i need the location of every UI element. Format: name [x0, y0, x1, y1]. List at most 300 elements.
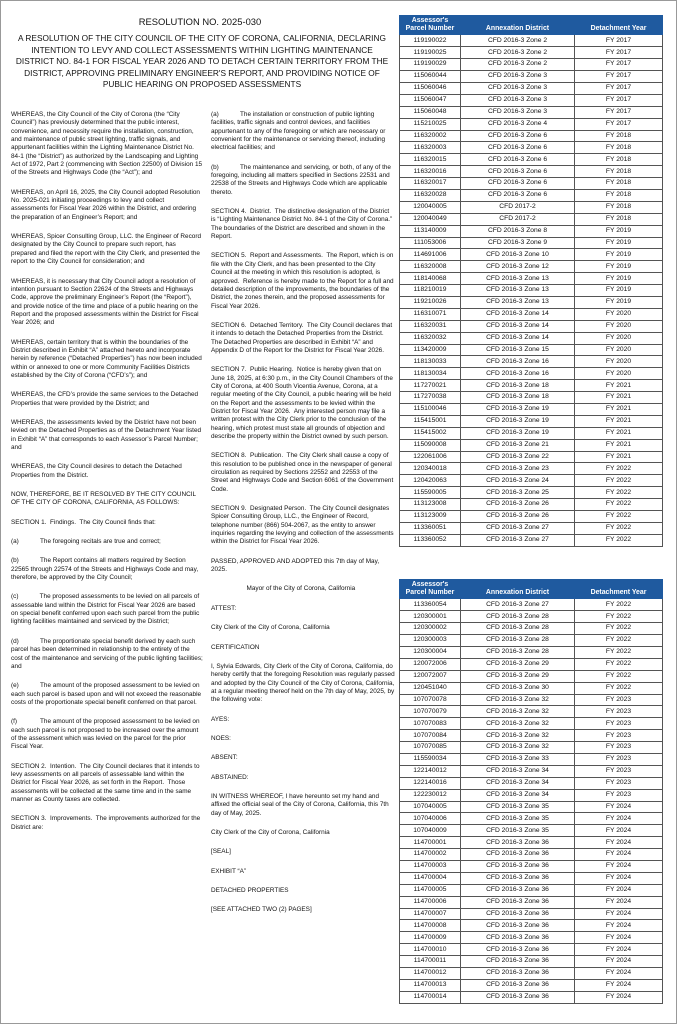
detachment-year-cell: FY 2019 [575, 237, 663, 249]
detachment-year-cell: FY 2017 [575, 82, 663, 94]
paragraph: SECTION 4. District. The distinctive designation of the District is “Lighting Maintenance District No. 84-1 of the City of Corona.” The boundaries of the District are described and shown in the Report. [211, 208, 396, 241]
table-row [400, 861, 663, 873]
parcel-number-cell: 107070083 [400, 718, 461, 730]
table-row [400, 178, 663, 190]
detachment-year-cell: FY 2021 [575, 380, 663, 392]
table-row [400, 872, 663, 884]
table-row [400, 837, 663, 849]
detachment-year-cell: FY 2021 [575, 392, 663, 404]
table-row [400, 427, 663, 439]
parcel-number-cell: 107040005 [400, 801, 461, 813]
detached-properties-table-1 [399, 15, 663, 547]
parcel-number-cell: 114700007 [400, 908, 461, 920]
annexation-district-cell: CFD 2016-3 Zone 36 [461, 944, 575, 956]
paragraph: DETACHED PROPERTIES [211, 887, 289, 894]
parcel-number-cell: 122230012 [400, 789, 461, 801]
detachment-year-cell: FY 2024 [575, 896, 663, 908]
detachment-year-cell: FY 2024 [575, 979, 663, 991]
annexation-district-cell: CFD 2016-3 Zone 36 [461, 849, 575, 861]
resolution-heading: A RESOLUTION OF THE CITY COUNCIL OF THE CITY OF CORONA, CALIFORNIA, DECLARING INTENTION TO LEVY AND COLLECT ASSESSMENTS WITHIN LIGHTING MAINTENANCE DISTRICT NO. 84-1 FOR FISCAL YEAR 2026 AND TO DETACH CERTAIN TERRITORY FROM THE DISTRICT, APPROVING PRELIMINARY ENGINEER'S REPORT, AND PROVIDING NOTICE OF PUBLIC HEARING ON PROPOSED ASSESSMENTS [15, 33, 389, 90]
annexation-district-cell: CFD 2016-3 Zone 27 [461, 522, 575, 534]
annexation-district-cell: CFD 2016-3 Zone 28 [461, 611, 575, 623]
table-row [400, 475, 663, 487]
annexation-district-cell: CFD 2016-3 Zone 34 [461, 789, 575, 801]
annexation-district-cell: CFD 2016-3 Zone 36 [461, 896, 575, 908]
annexation-district-cell: CFD 2017-2 [461, 201, 575, 213]
detachment-year-cell: FY 2024 [575, 932, 663, 944]
parcel-number-cell: 115415001 [400, 415, 461, 427]
annexation-district-cell: CFD 2016-3 Zone 26 [461, 499, 575, 511]
detachment-year-cell: FY 2020 [575, 368, 663, 380]
detachment-year-cell: FY 2024 [575, 991, 663, 1003]
annexation-district-cell: CFD 2016-3 Zone 13 [461, 273, 575, 285]
table-row [400, 813, 663, 825]
table-row [400, 777, 663, 789]
annexation-district-cell: CFD 2016-3 Zone 23 [461, 463, 575, 475]
table-row [400, 694, 663, 706]
detachment-year-cell: FY 2018 [575, 166, 663, 178]
annexation-district-cell: CFD 2016-3 Zone 28 [461, 635, 575, 647]
annexation-district-cell: CFD 2016-3 Zone 16 [461, 356, 575, 368]
detachment-year-cell: FY 2021 [575, 451, 663, 463]
annexation-district-cell: CFD 2016-3 Zone 36 [461, 908, 575, 920]
table-row [400, 71, 663, 83]
parcel-number-cell: 115060047 [400, 94, 461, 106]
table-row [400, 944, 663, 956]
detachment-year-cell: FY 2017 [575, 47, 663, 59]
parcel-number-cell: 120040005 [400, 201, 461, 213]
parcel-number-cell: 120420063 [400, 475, 461, 487]
table-row [400, 106, 663, 118]
detachment-year-cell: FY 2022 [575, 475, 663, 487]
annexation-district-cell: CFD 2016-3 Zone 27 [461, 599, 575, 611]
table-row [400, 404, 663, 416]
detachment-year-cell: FY 2018 [575, 201, 663, 213]
detachment-year-cell: FY 2017 [575, 59, 663, 71]
annexation-district-cell: CFD 2016-3 Zone 6 [461, 142, 575, 154]
parcel-number-cell: 120451040 [400, 682, 461, 694]
table-row [400, 463, 663, 475]
table-row [400, 765, 663, 777]
paragraph: SECTION 3. Improvements. The improvements authorized for the District are: [11, 815, 202, 831]
table-row [400, 392, 663, 404]
paragraph: NOES: [211, 734, 231, 742]
table-row [400, 261, 663, 273]
table-row [400, 611, 663, 623]
paragraph: WHEREAS, the CFD’s provide the same services to the Detached Properties that were provided by the District; and [11, 391, 200, 407]
annexation-district-cell: CFD 2016-3 Zone 33 [461, 753, 575, 765]
parcel-number-cell: 115060048 [400, 106, 461, 118]
annexation-district-cell: CFD 2016-3 Zone 30 [461, 682, 575, 694]
parcel-number-cell: 122140012 [400, 765, 461, 777]
parcel-number-cell: 113123008 [400, 499, 461, 511]
parcel-number-cell: 115090008 [400, 439, 461, 451]
detachment-year-cell: FY 2019 [575, 261, 663, 273]
text-column-middle [211, 111, 395, 926]
annexation-district-cell: CFD 2016-3 Zone 29 [461, 658, 575, 670]
paragraph: SECTION 5. Report and Assessments. The Report, which is on file with the City Clerk, and has been presented to the City Council at the meeting in which this resolution is adopted, is approved. Reference is hereby made to the Report for a full and detailed description of the improvements, the boundaries of the District, the zones therein, and the proposed assessments for Fiscal Year 2026. [211, 252, 396, 310]
table-row [400, 932, 663, 944]
parcel-number-cell: 118210019 [400, 285, 461, 297]
detachment-year-cell: FY 2022 [575, 511, 663, 523]
annexation-district-cell: CFD 2016-3 Zone 32 [461, 694, 575, 706]
annexation-district-cell: CFD 2016-3 Zone 6 [461, 130, 575, 142]
parcel-number-cell: 115210025 [400, 118, 461, 130]
detachment-year-cell: FY 2023 [575, 753, 663, 765]
parcel-number-cell: 114700002 [400, 849, 461, 861]
detachment-year-cell: FY 2024 [575, 837, 663, 849]
parcel-number-cell: 116320002 [400, 130, 461, 142]
table-row [400, 439, 663, 451]
annexation-district-cell: CFD 2016-3 Zone 16 [461, 368, 575, 380]
paragraph: (b) The Report contains all matters required by Section 22565 through 22574 of the Streets and Highways Code and may, therefore, be approved by the City Council; [11, 557, 200, 582]
annexation-district-cell: CFD 2016-3 Zone 19 [461, 415, 575, 427]
detachment-year-cell: FY 2022 [575, 599, 663, 611]
parcel-number-cell: 119190025 [400, 47, 461, 59]
annexation-district-cell: CFD 2016-3 Zone 28 [461, 646, 575, 658]
annexation-district-cell: CFD 2016-3 Zone 6 [461, 166, 575, 178]
parcel-number-cell: 115590034 [400, 753, 461, 765]
parcel-number-cell: 113360051 [400, 522, 461, 534]
annexation-district-cell: CFD 2016-3 Zone 10 [461, 249, 575, 261]
table-row [400, 118, 663, 130]
table-row [400, 142, 663, 154]
table-row [400, 332, 663, 344]
paragraph: WHEREAS, it is necessary that City Council adopt a resolution of intention pursuant to Section 22624 of the Streets and Highways Code, approve the preliminary Engineer’s Report (the “Report”), and provide notice of the time and place of a public hearing on the Report and the proposed assessments within the District for Fiscal Year 2026; and [11, 277, 201, 327]
parcel-number-cell: 116320008 [400, 261, 461, 273]
detachment-year-cell: FY 2024 [575, 861, 663, 873]
parcel-number-cell: 107070079 [400, 706, 461, 718]
table-row [400, 658, 663, 670]
paragraph: AYES: [211, 715, 230, 723]
paragraph: PASSED, APPROVED AND ADOPTED this 7th day of May, 2025. [211, 557, 381, 574]
detachment-year-cell: FY 2023 [575, 789, 663, 801]
table-row [400, 825, 663, 837]
table-row [400, 730, 663, 742]
parcel-number-cell: 119190022 [400, 35, 461, 47]
table-row [400, 920, 663, 932]
paragraph: NOW, THEREFORE, BE IT RESOLVED BY THE CITY COUNCIL OF THE CITY OF CORONA, CALIFORNIA, AS FOLLOWS: [11, 491, 198, 507]
detachment-year-cell: FY 2023 [575, 730, 663, 742]
parcel-number-cell: 114700014 [400, 991, 461, 1003]
annexation-district-cell: CFD 2016-3 Zone 8 [461, 225, 575, 237]
annexation-district-cell: CFD 2016-3 Zone 36 [461, 991, 575, 1003]
table-row [400, 801, 663, 813]
detachment-year-cell: FY 2019 [575, 273, 663, 285]
paragraph: WHEREAS, the City Council desires to detach the Detached Properties from the District. [11, 463, 184, 479]
annexation-district-cell: CFD 2016-3 Zone 12 [461, 261, 575, 273]
annexation-district-cell: CFD 2017-2 [461, 213, 575, 225]
annexation-district-cell: CFD 2016-3 Zone 35 [461, 813, 575, 825]
table-row [400, 706, 663, 718]
detachment-year-cell: FY 2023 [575, 706, 663, 718]
annexation-district-cell: CFD 2016-3 Zone 2 [461, 35, 575, 47]
parcel-number-cell: 120072007 [400, 670, 461, 682]
annexation-district-cell: CFD 2016-3 Zone 34 [461, 777, 575, 789]
paragraph: WHEREAS, Spicer Consulting Group, LLC. the Engineer of Record designated by the City Council to prepare such report, has prepared and filed the report with the City Clerk, and presented the report to the City Council for consideration; and [11, 233, 203, 266]
parcel-number-cell: 116320028 [400, 189, 461, 201]
table-row [400, 201, 663, 213]
table-row [400, 499, 663, 511]
parcel-number-cell: 114700004 [400, 872, 461, 884]
detachment-year-cell: FY 2022 [575, 463, 663, 475]
table-row [400, 154, 663, 166]
annexation-district-cell: CFD 2016-3 Zone 29 [461, 670, 575, 682]
detachment-year-cell: FY 2022 [575, 611, 663, 623]
detachment-year-cell: FY 2020 [575, 356, 663, 368]
parcel-number-cell: 113360054 [400, 599, 461, 611]
annexation-district-cell: CFD 2016-3 Zone 36 [461, 932, 575, 944]
parcel-number-cell: 118130034 [400, 368, 461, 380]
table-row [400, 979, 663, 991]
parcel-number-cell: 115060046 [400, 82, 461, 94]
annexation-district-cell: CFD 2016-3 Zone 25 [461, 487, 575, 499]
detachment-year-cell: FY 2022 [575, 487, 663, 499]
detached-properties-table-2 [399, 579, 663, 1004]
table-row [400, 237, 663, 249]
detachment-year-cell: FY 2024 [575, 908, 663, 920]
paragraph: I, Sylvia Edwards, City Clerk of the City of Corona, California, do hereby certify that the foregoing Resolution was regularly passed and adopted by the City Council of the City of Corona, California, at a regular meeting thereof held on the 7th day of May, 2025, by the following vote: [211, 662, 397, 704]
detachment-year-cell: FY 2018 [575, 189, 663, 201]
annexation-district-cell: CFD 2016-3 Zone 13 [461, 297, 575, 309]
detachment-year-cell: FY 2022 [575, 670, 663, 682]
annexation-district-cell: CFD 2016-3 Zone 19 [461, 404, 575, 416]
parcel-number-cell: 114700011 [400, 956, 461, 968]
parcel-number-cell: 116320003 [400, 142, 461, 154]
table-row [400, 534, 663, 546]
parcel-number-cell: 114700013 [400, 979, 461, 991]
detachment-year-cell: FY 2021 [575, 427, 663, 439]
detachment-year-cell: FY 2017 [575, 118, 663, 130]
parcel-number-cell: 118130033 [400, 356, 461, 368]
paragraph: (f) The amount of the proposed assessment to be levied on each such parcel is not proposed to be increased over the amount of the assessment which was levied on the parcel for the prior Fiscal Year. [11, 718, 202, 751]
parcel-number-cell: 115100046 [400, 404, 461, 416]
detachment-year-cell: FY 2023 [575, 765, 663, 777]
paragraph: WHEREAS, on April 16, 2025, the City Council adopted Resolution No. 2025-021 initiating proceedings to levy and collect assessments for Fiscal Year 2026 within the District, and ordering the preparation of an Engineer’s Report; and [11, 188, 202, 221]
detachment-year-cell: FY 2024 [575, 872, 663, 884]
paragraph: (c) The proposed assessments to be levied on all parcels of assessable land within the District for Fiscal Year 2026 are based on special benefit conferred upon each such parcel from the public lighting facilities maintained and serviced by the District; [11, 593, 202, 626]
parcel-number-cell: 115060044 [400, 71, 461, 83]
table-row [400, 166, 663, 178]
paragraph: WHEREAS, the City Council of the City of Corona (the “City Council”) has previously determined that the public interest, convenience, and necessity require the installation, construction, and maintenance of public street lighting, traffic signals, and appurtenant facilities within the Lighting Maintenance District No. 84-1 (the “District”) as authorized by the Landscaping and Lighting Act of 1972, Part 2 (commencing with Section 22500) of Division 15 of the Streets and Highways Code (the “Act”); and [11, 111, 204, 177]
table-row [400, 225, 663, 237]
detachment-year-cell: FY 2019 [575, 249, 663, 261]
detachment-year-cell: FY 2023 [575, 718, 663, 730]
parcel-number-cell: 116320017 [400, 178, 461, 190]
detachment-year-cell: FY 2017 [575, 35, 663, 47]
parcel-number-cell: 120300004 [400, 646, 461, 658]
annexation-district-cell: CFD 2016-3 Zone 13 [461, 285, 575, 297]
annexation-district-cell: CFD 2016-3 Zone 6 [461, 154, 575, 166]
paragraph: City Clerk of the City of Corona, California [211, 828, 330, 836]
annexation-district-cell: CFD 2016-3 Zone 6 [461, 178, 575, 190]
table-row [400, 189, 663, 201]
parcel-number-cell: 114700009 [400, 932, 461, 944]
paragraph: IN WITNESS WHEREOF, I have hereunto set my hand and affixed the official seal of the City of Corona, California, this 7th day of May, 2025. [211, 792, 391, 817]
parcel-number-cell: 114700012 [400, 968, 461, 980]
detachment-year-cell: FY 2020 [575, 344, 663, 356]
parcel-number-cell: 114700006 [400, 896, 461, 908]
paragraph: WHEREAS, the assessments levied by the District have not been levied on the Detached Properties as of the Detachment Year listed in Exhibit “A” that corresponds to each Assessor’s Parcel Number; and [11, 418, 203, 451]
paragraph: [SEE ATTACHED TWO (2) PAGES] [211, 906, 312, 914]
detachment-year-cell: FY 2017 [575, 71, 663, 83]
parcel-number-cell: 116320031 [400, 320, 461, 332]
table-row [400, 623, 663, 635]
detachment-year-cell: FY 2018 [575, 142, 663, 154]
parcel-number-cell: 116320015 [400, 154, 461, 166]
annexation-district-cell: CFD 2016-3 Zone 6 [461, 189, 575, 201]
table-row [400, 635, 663, 647]
table-row [400, 896, 663, 908]
paragraph: ABSENT: [211, 754, 238, 762]
parcel-number-cell: 113420009 [400, 344, 461, 356]
detachment-year-cell: FY 2022 [575, 635, 663, 647]
annexation-district-cell: CFD 2016-3 Zone 21 [461, 439, 575, 451]
annexation-district-cell: CFD 2016-3 Zone 2 [461, 59, 575, 71]
parcel-number-cell: 115415002 [400, 427, 461, 439]
detachment-year-cell: FY 2019 [575, 297, 663, 309]
table-row [400, 59, 663, 71]
annexation-district-cell: CFD 2016-3 Zone 3 [461, 106, 575, 118]
table-row [400, 47, 663, 59]
parcel-number-cell: 113360052 [400, 534, 461, 546]
table-row [400, 487, 663, 499]
annexation-district-cell: CFD 2016-3 Zone 3 [461, 82, 575, 94]
header-annexation-district: Annexation District [461, 16, 575, 35]
header-parcel-number: Assessor's Parcel Number [400, 580, 461, 599]
paragraph: WHEREAS, certain territory that is within the boundaries of the District described in Exhibit “A” attached hereto and incorporate herein by reference (“Detached Properties”) has now been included within or annexed to one or more Community Facilities Districts established by the City of Corona (“CFD’s”); and [11, 338, 204, 379]
paragraph: SECTION 2. Intention. The City Council declares that it intends to levy assessments on all parcels of assessable land within the District for Fiscal Year 2026, as set forth in the Report. Those assessments will be collected at the same time and in the same manner as County taxes are collected. [11, 762, 202, 803]
table-row [400, 82, 663, 94]
annexation-district-cell: CFD 2016-3 Zone 22 [461, 451, 575, 463]
annexation-district-cell: CFD 2016-3 Zone 18 [461, 392, 575, 404]
detachment-year-cell: FY 2017 [575, 94, 663, 106]
paragraph: City Clerk of the City of Corona, California [211, 624, 330, 632]
parcel-number-cell: 107040009 [400, 825, 461, 837]
detachment-year-cell: FY 2017 [575, 106, 663, 118]
parcel-number-cell: 119190029 [400, 59, 461, 71]
paragraph: ABSTAINED: [211, 773, 249, 781]
detachment-year-cell: FY 2020 [575, 332, 663, 344]
detachment-year-cell: FY 2022 [575, 682, 663, 694]
annexation-district-cell: CFD 2016-3 Zone 15 [461, 344, 575, 356]
annexation-district-cell: CFD 2016-3 Zone 9 [461, 237, 575, 249]
detachment-year-cell: FY 2020 [575, 320, 663, 332]
detachment-year-cell: FY 2018 [575, 130, 663, 142]
table-row [400, 599, 663, 611]
annexation-district-cell: CFD 2016-3 Zone 36 [461, 979, 575, 991]
table-row [400, 511, 663, 523]
paragraph: CERTIFICATION [211, 643, 260, 651]
table-row [400, 249, 663, 261]
annexation-district-cell: CFD 2016-3 Zone 32 [461, 730, 575, 742]
annexation-district-cell: CFD 2016-3 Zone 24 [461, 475, 575, 487]
table-row [400, 35, 663, 47]
parcel-number-cell: 116310071 [400, 308, 461, 320]
annexation-district-cell: CFD 2016-3 Zone 32 [461, 718, 575, 730]
table-row [400, 213, 663, 225]
parcel-number-cell: 113140009 [400, 225, 461, 237]
header-parcel-number: Assessor's Parcel Number [400, 16, 461, 35]
parcel-number-cell: 117270021 [400, 380, 461, 392]
header-detachment-year: Detachment Year [575, 580, 663, 599]
annexation-district-cell: CFD 2016-3 Zone 36 [461, 968, 575, 980]
detachment-year-cell: FY 2024 [575, 956, 663, 968]
paragraph: (b) The maintenance and servicing, or both, of any of the foregoing, including all matters specified in Sections 22531 and 22538 of the Streets and Highways Code which are applicable thereto. [211, 163, 393, 196]
detachment-year-cell: FY 2019 [575, 225, 663, 237]
parcel-number-cell: 107070078 [400, 694, 461, 706]
detachment-year-cell: FY 2024 [575, 849, 663, 861]
parcel-number-cell: 122140016 [400, 777, 461, 789]
table-row [400, 718, 663, 730]
detachment-year-cell: FY 2024 [575, 801, 663, 813]
parcel-number-cell: 120072006 [400, 658, 461, 670]
annexation-district-cell: CFD 2016-3 Zone 28 [461, 623, 575, 635]
detachment-year-cell: FY 2018 [575, 154, 663, 166]
detachment-year-cell: FY 2024 [575, 968, 663, 980]
parcel-number-cell: 114700005 [400, 884, 461, 896]
detachment-year-cell: FY 2022 [575, 623, 663, 635]
parcel-number-cell: 107040006 [400, 813, 461, 825]
parcel-number-cell: 114700008 [400, 920, 461, 932]
resolution-title: RESOLUTION NO. 2025-030 [138, 16, 262, 27]
parcel-number-cell: 118140068 [400, 273, 461, 285]
parcel-number-cell: 117270038 [400, 392, 461, 404]
detachment-year-cell: FY 2019 [575, 285, 663, 297]
table-row [400, 380, 663, 392]
detachment-year-cell: FY 2020 [575, 308, 663, 320]
annexation-district-cell: CFD 2016-3 Zone 27 [461, 534, 575, 546]
parcel-number-cell: 122061006 [400, 451, 461, 463]
table-row [400, 682, 663, 694]
parcel-number-cell: 107070085 [400, 742, 461, 754]
detachment-year-cell: FY 2023 [575, 694, 663, 706]
annexation-district-cell: CFD 2016-3 Zone 14 [461, 320, 575, 332]
table-row [400, 670, 663, 682]
parcel-number-cell: 114700010 [400, 944, 461, 956]
annexation-district-cell: CFD 2016-3 Zone 19 [461, 427, 575, 439]
table-row [400, 849, 663, 861]
detachment-year-cell: FY 2018 [575, 178, 663, 190]
paragraph: ATTEST: [211, 604, 237, 612]
table-row [400, 742, 663, 754]
table-row [400, 344, 663, 356]
detachment-year-cell: FY 2022 [575, 646, 663, 658]
paragraph: SECTION 8. Publication. The City Clerk shall cause a copy of this resolution to be published once in the newspaper of general circulation as required by Sections 22552 and 22553 of the Street and Highways Code and Section 6061 of the Government Code. [211, 452, 396, 493]
table-row [400, 991, 663, 1003]
detachment-year-cell: FY 2023 [575, 742, 663, 754]
parcel-number-cell: 113123009 [400, 511, 461, 523]
paragraph: SECTION 1. Findings. The City Council finds that: [11, 518, 156, 526]
table-header-row [400, 580, 663, 599]
annexation-district-cell: CFD 2016-3 Zone 18 [461, 380, 575, 392]
detachment-year-cell: FY 2024 [575, 920, 663, 932]
table-row [400, 308, 663, 320]
annexation-district-cell: CFD 2016-3 Zone 36 [461, 956, 575, 968]
table-row [400, 451, 663, 463]
parcel-number-cell: 107070084 [400, 730, 461, 742]
annexation-district-cell: CFD 2016-3 Zone 36 [461, 920, 575, 932]
parcel-number-cell: 115590005 [400, 487, 461, 499]
table-row [400, 646, 663, 658]
table-row [400, 130, 663, 142]
paragraph: SECTION 6. Detached Territory. The City Council declares that it intends to detach the Detached Properties from the District. The Detached Properties are described in Exhibit “A” and Appendix D of the Report for the District for Fiscal Year 2026. [211, 321, 394, 354]
paragraph: (a) The foregoing recitals are true and correct; [11, 538, 161, 546]
parcel-number-cell: 111053006 [400, 237, 461, 249]
header-annexation-district: Annexation District [461, 580, 575, 599]
annexation-district-cell: CFD 2016-3 Zone 3 [461, 71, 575, 83]
detachment-year-cell: FY 2024 [575, 813, 663, 825]
